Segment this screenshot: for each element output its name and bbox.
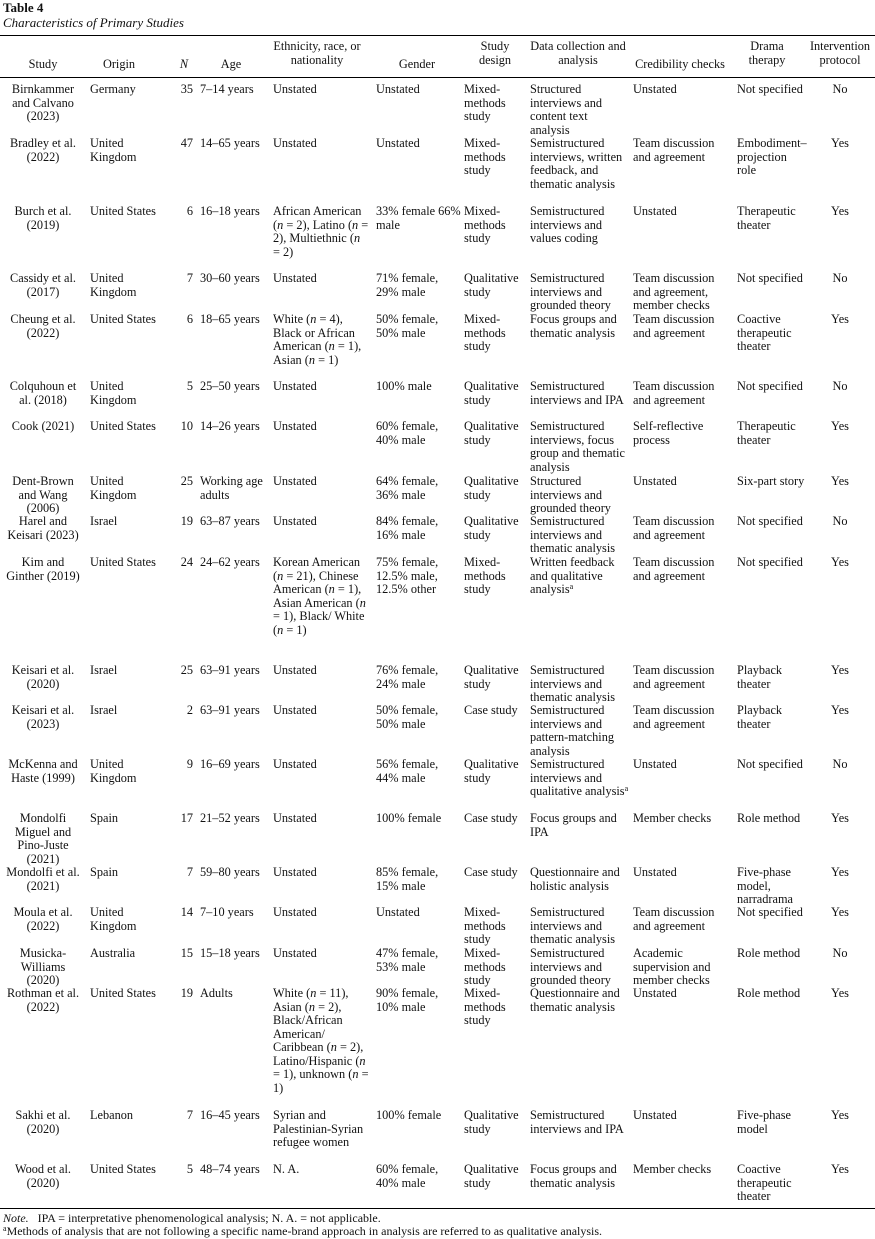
cell-drama: Not specified (737, 271, 803, 285)
cell-n: 5 (186, 379, 193, 393)
cell-study: Moula et al. (2022) (13, 905, 73, 933)
cell-ethnicity: Unstated (273, 663, 317, 677)
cell-n: 14 (180, 905, 193, 919)
cell-data: Semistructured interviews and grounded theory (530, 946, 611, 987)
cell-study: Birnkammer and Calvano (2023) (11, 82, 75, 123)
cell-ethnicity: Unstated (273, 136, 317, 150)
cell-cred: Team discussion and agreement (633, 136, 715, 164)
header-rule (0, 77, 875, 78)
cell-origin: United States (90, 555, 156, 569)
cell-design: Qualitative study (464, 514, 519, 542)
cell-cred: Member checks (633, 1162, 712, 1176)
cell-age: 63–91 years (200, 663, 260, 677)
cell-ethnicity: N. A. (273, 1162, 300, 1176)
cell-study: McKenna and Haste (1999) (8, 757, 78, 785)
cell-cred: Unstated (633, 986, 677, 1000)
cell-ethnicity: African American (n = 2), Latino (n = 2), Multiethnic (n = 2) (273, 204, 369, 259)
cell-cred: Team discussion and agreement (633, 555, 715, 583)
cell-cred: Team discussion and agreement (633, 703, 715, 731)
cell-ethnicity: Unstated (273, 946, 317, 960)
cell-age: Working age adults (200, 474, 263, 502)
cell-drama: Not specified (737, 379, 803, 393)
cell-age: 7–14 years (200, 82, 254, 96)
cell-ethnicity: Unstated (273, 419, 317, 433)
cell-n: 5 (186, 1162, 193, 1176)
cell-drama: Five-phase model (737, 1108, 791, 1136)
cell-age: 24–62 years (200, 555, 260, 569)
cell-cred: Academic supervision and member checks (633, 946, 711, 987)
cell-cred: Member checks (633, 811, 712, 825)
cell-protocol: Yes (831, 986, 849, 1000)
cell-origin: United Kingdom (90, 271, 137, 299)
cell-study: Mondolfi Miguel and Pino-Juste (2021) (14, 811, 72, 866)
cell-age: 48–74 years (200, 1162, 260, 1176)
cell-age: 16–18 years (200, 204, 260, 218)
cell-ethnicity: Unstated (273, 757, 317, 771)
cell-gender: 50% female, 50% male (376, 312, 439, 340)
cell-drama: Not specified (737, 555, 803, 569)
cell-origin: Israel (90, 703, 118, 717)
cell-age: 14–65 years (200, 136, 260, 150)
cell-ethnicity: Unstated (273, 905, 317, 919)
cell-protocol: Yes (831, 905, 849, 919)
cell-protocol: Yes (831, 663, 849, 677)
cell-study: Sakhi et al. (2020) (15, 1108, 71, 1136)
cell-cred: Unstated (633, 1108, 677, 1122)
cell-cred: Unstated (633, 865, 677, 879)
cell-cred: Team discussion and agreement (633, 663, 715, 691)
cell-study: Mondolfi et al. (2021) (6, 865, 80, 893)
cell-drama: Role method (737, 986, 801, 1000)
cell-study: Cheung et al. (2022) (10, 312, 76, 340)
cell-study: Harel and Keisari (2023) (7, 514, 79, 542)
cell-n: 6 (186, 204, 193, 218)
cell-design: Mixed-methods study (464, 986, 506, 1027)
cell-ethnicity: Unstated (273, 82, 317, 96)
cell-data: Semistructured interviews and qualitative analysis$^a$ (530, 757, 629, 798)
cell-ethnicity: Unstated (273, 811, 317, 825)
cell-gender: 60% female, 40% male (376, 1162, 439, 1190)
cell-data: Structured interviews and content text analysis (530, 82, 603, 137)
cell-drama: Not specified (737, 757, 803, 771)
bottom-rule (0, 1208, 875, 1209)
cell-cred: Team discussion and agreement (633, 905, 715, 933)
cell-data: Semistructured interviews and grounded theory (530, 271, 611, 312)
cell-drama: Six-part story (737, 474, 805, 488)
cell-data: Written feedback and qualitative analysis$^a$ (530, 555, 615, 596)
cell-gender: 50% female, 50% male (376, 703, 439, 731)
cell-ethnicity: White (n = 11), Asian (n = 2), Black/African American/ Caribbean (n = 2), Latino/Hispanic (n = 1), unknown (n = 1) (273, 986, 369, 1095)
cell-protocol: No (832, 757, 848, 771)
cell-drama: Therapeutic theater (737, 419, 796, 447)
table-number: Table 4 (3, 0, 44, 15)
cell-gender: 56% female, 44% male (376, 757, 439, 785)
cell-ethnicity: Unstated (273, 271, 317, 285)
col-header-ethnicity: Ethnicity, race, or nationality (273, 39, 361, 67)
cell-n: 7 (186, 1108, 193, 1122)
cell-study: Kim and Ginther (2019) (6, 555, 80, 583)
cell-data: Structured interviews and grounded theory (530, 474, 611, 515)
cell-age: 59–80 years (200, 865, 260, 879)
cell-protocol: Yes (831, 312, 849, 326)
cell-design: Mixed-methods study (464, 136, 506, 177)
footnote-marker: a (3, 1224, 7, 1233)
cell-design: Qualitative study (464, 271, 519, 299)
cell-n: 9 (186, 757, 193, 771)
cell-drama: Playback theater (737, 703, 783, 731)
cell-gender: Unstated (376, 905, 420, 919)
table-footnote (3, 1225, 602, 1238)
cell-cred: Unstated (633, 757, 677, 771)
cell-age: 25–50 years (200, 379, 260, 393)
cell-design: Case study (464, 865, 518, 879)
cell-protocol: Yes (831, 204, 849, 218)
cell-protocol: Yes (831, 1108, 849, 1122)
cell-origin: United States (90, 419, 156, 433)
cell-ethnicity: Syrian and Palestinian-Syrian refugee women (273, 1108, 364, 1149)
cell-data: Semistructured interviews and IPA (530, 1108, 624, 1136)
cell-ethnicity: Unstated (273, 514, 317, 528)
cell-origin: United Kingdom (90, 757, 137, 785)
cell-study: Cassidy et al. (2017) (10, 271, 76, 299)
cell-study: Musicka-Williams (2020) (19, 946, 67, 987)
cell-design: Qualitative study (464, 663, 519, 691)
cell-age: 14–26 years (200, 419, 260, 433)
table-title: Characteristics of Primary Studies (3, 15, 184, 30)
cell-protocol: Yes (831, 811, 849, 825)
col-header-origin: Origin (102, 57, 136, 71)
cell-data: Questionnaire and holistic analysis (530, 865, 620, 893)
cell-n: 19 (180, 986, 193, 1000)
footnote-marker: a (624, 784, 629, 793)
cell-drama: Embodiment–projection role (737, 136, 807, 177)
cell-n: 10 (180, 419, 193, 433)
cell-design: Qualitative study (464, 1162, 519, 1190)
cell-n: 24 (180, 555, 193, 569)
cell-data: Semistructured interviews and pattern-matching analysis (530, 703, 614, 758)
cell-ethnicity: Unstated (273, 703, 317, 717)
cell-drama: Not specified (737, 514, 803, 528)
cell-gender: 84% female, 16% male (376, 514, 439, 542)
cell-age: 21–52 years (200, 811, 260, 825)
cell-origin: United States (90, 1162, 156, 1176)
cell-n: 47 (180, 136, 193, 150)
cell-data: Focus groups and thematic analysis (530, 312, 617, 340)
cell-origin: United States (90, 986, 156, 1000)
col-header-drama: Drama therapy (748, 39, 786, 67)
cell-protocol: Yes (831, 474, 849, 488)
cell-cred: Unstated (633, 474, 677, 488)
cell-drama: Not specified (737, 82, 803, 96)
cell-design: Qualitative study (464, 1108, 519, 1136)
cell-drama: Role method (737, 811, 801, 825)
cell-origin: Israel (90, 663, 118, 677)
cell-drama: Therapeutic theater (737, 204, 796, 232)
cell-data: Focus groups and thematic analysis (530, 1162, 617, 1190)
cell-n: 7 (186, 865, 193, 879)
cell-gender: 85% female, 15% male (376, 865, 439, 893)
cell-data: Questionnaire and thematic analysis (530, 986, 620, 1014)
cell-protocol: No (832, 379, 848, 393)
col-header-study: Study (28, 57, 58, 71)
cell-cred: Team discussion and agreement, member checks (633, 271, 715, 312)
cell-study: Keisari et al. (2020) (11, 663, 75, 691)
cell-design: Mixed-methods study (464, 946, 506, 987)
cell-gender: Unstated (376, 136, 420, 150)
cell-design: Qualitative study (464, 379, 519, 407)
cell-n: 2 (186, 703, 193, 717)
col-header-n: N (179, 57, 189, 71)
cell-age: 16–69 years (200, 757, 260, 771)
table-caption (3, 0, 184, 30)
cell-origin: Australia (90, 946, 136, 960)
top-rule (0, 35, 875, 36)
cell-design: Mixed-methods study (464, 82, 506, 123)
cell-origin: United States (90, 204, 156, 218)
cell-n: 6 (186, 312, 193, 326)
cell-origin: Germany (90, 82, 136, 96)
cell-origin: Lebanon (90, 1108, 134, 1122)
cell-gender: 100% female (376, 811, 442, 825)
cell-ethnicity: White (n = 4), Black or African American (n = 1), Asian (n = 1) (273, 312, 362, 367)
cell-gender: 33% female 66% male (376, 204, 461, 232)
cell-cred: Team discussion and agreement (633, 379, 715, 407)
cell-design: Qualitative study (464, 474, 519, 502)
cell-data: Semistructured interviews and IPA (530, 379, 624, 407)
cell-drama: Coactive therapeutic theater (737, 312, 792, 353)
cell-study: Colquhoun et al. (2018) (9, 379, 77, 407)
cell-origin: United Kingdom (90, 474, 137, 502)
cell-cred: Team discussion and agreement (633, 514, 715, 542)
cell-origin: Spain (90, 811, 119, 825)
cell-cred: Self-reflective process (633, 419, 704, 447)
cell-cred: Unstated (633, 204, 677, 218)
cell-study: Wood et al. (2020) (14, 1162, 72, 1190)
col-header-age: Age (220, 57, 242, 71)
cell-data: Semistructured interviews, focus group and thematic analysis (530, 419, 625, 474)
cell-n: 15 (180, 946, 193, 960)
cell-origin: United Kingdom (90, 905, 137, 933)
cell-protocol: No (832, 514, 848, 528)
cell-data: Semistructured interviews and values coding (530, 204, 605, 245)
cell-ethnicity: Unstated (273, 474, 317, 488)
footnote-marker: a (569, 582, 574, 591)
cell-study: Keisari et al. (2023) (11, 703, 75, 731)
cell-age: 7–10 years (200, 905, 254, 919)
cell-gender: 47% female, 53% male (376, 946, 439, 974)
col-header-protocol: Intervention protocol (809, 39, 871, 67)
note-text: IPA = interpretative phenomenological analysis; N. A. = not applicable. (37, 1211, 381, 1225)
cell-study: Burch et al. (2019) (14, 204, 72, 232)
cell-drama: Five-phase model, narradrama (737, 865, 793, 906)
cell-origin: United States (90, 312, 156, 326)
cell-gender: 76% female, 24% male (376, 663, 439, 691)
cell-protocol: Yes (831, 419, 849, 433)
cell-protocol: Yes (831, 703, 849, 717)
col-header-gender: Gender (398, 57, 436, 71)
cell-design: Case study (464, 703, 518, 717)
note-label: Note. (3, 1211, 29, 1225)
cell-design: Mixed-methods study (464, 905, 506, 946)
cell-data: Semistructured interviews, written feedback, and thematic analysis (530, 136, 623, 191)
cell-gender: 60% female, 40% male (376, 419, 439, 447)
cell-design: Qualitative study (464, 419, 519, 447)
cell-data: Focus groups and IPA (530, 811, 617, 839)
cell-age: 63–91 years (200, 703, 260, 717)
cell-age: 30–60 years (200, 271, 260, 285)
cell-cred: Team discussion and agreement (633, 312, 715, 340)
cell-ethnicity: Korean American (n = 21), Chinese American (n = 1), Asian American (n = 1), Black/ White (n = 1) (273, 555, 366, 637)
cell-data: Semistructured interviews and thematic analysis (530, 905, 616, 946)
cell-origin: Israel (90, 514, 118, 528)
cell-age: 63–87 years (200, 514, 260, 528)
cell-data: Semistructured interviews and thematic analysis (530, 663, 616, 704)
cell-gender: 75% female, 12.5% male, 12.5% other (376, 555, 439, 596)
cell-drama: Coactive therapeutic theater (737, 1162, 792, 1203)
cell-protocol: Yes (831, 555, 849, 569)
cell-protocol: No (832, 271, 848, 285)
cell-gender: 100% male (376, 379, 432, 393)
cell-cred: Unstated (633, 82, 677, 96)
cell-drama: Playback theater (737, 663, 783, 691)
cell-study: Cook (2021) (11, 419, 75, 433)
cell-drama: Role method (737, 946, 801, 960)
cell-n: 7 (186, 271, 193, 285)
cell-design: Mixed-methods study (464, 312, 506, 353)
cell-n: 25 (180, 474, 193, 488)
cell-design: Mixed-methods study (464, 555, 506, 596)
col-header-design: Study design (478, 39, 512, 67)
cell-design: Case study (464, 811, 518, 825)
cell-age: 16–45 years (200, 1108, 260, 1122)
cell-age: 15–18 years (200, 946, 260, 960)
cell-design: Qualitative study (464, 757, 519, 785)
cell-n: 35 (180, 82, 193, 96)
cell-n: 17 (180, 811, 193, 825)
cell-gender: Unstated (376, 82, 420, 96)
cell-gender: 100% female (376, 1108, 442, 1122)
cell-study: Dent-Brown and Wang (2006) (12, 474, 74, 515)
cell-origin: United Kingdom (90, 136, 137, 164)
cell-data: Semistructured interviews and thematic analysis (530, 514, 616, 555)
footnote-text: Methods of analysis that are not following a specific name-brand approach in analysis are referred to as qualitative analysis. (6, 1224, 603, 1238)
cell-design: Mixed-methods study (464, 204, 506, 245)
cell-study: Rothman et al. (2022) (6, 986, 80, 1014)
cell-gender: 71% female, 29% male (376, 271, 439, 299)
cell-protocol: Yes (831, 136, 849, 150)
cell-protocol: No (832, 82, 848, 96)
col-header-data: Data collection and analysis (530, 39, 626, 67)
cell-gender: 90% female, 10% male (376, 986, 439, 1014)
cell-origin: United Kingdom (90, 379, 137, 407)
cell-study: Bradley et al. (2022) (10, 136, 76, 164)
col-header-credibility: Credibility checks (635, 57, 725, 71)
cell-protocol: Yes (831, 1162, 849, 1176)
cell-n: 25 (180, 663, 193, 677)
cell-protocol: Yes (831, 865, 849, 879)
cell-protocol: No (832, 946, 848, 960)
cell-gender: 64% female, 36% male (376, 474, 439, 502)
cell-drama: Not specified (737, 905, 803, 919)
cell-n: 19 (180, 514, 193, 528)
cell-ethnicity: Unstated (273, 379, 317, 393)
cell-age: Adults (200, 986, 233, 1000)
cell-age: 18–65 years (200, 312, 260, 326)
cell-origin: Spain (90, 865, 119, 879)
cell-ethnicity: Unstated (273, 865, 317, 879)
